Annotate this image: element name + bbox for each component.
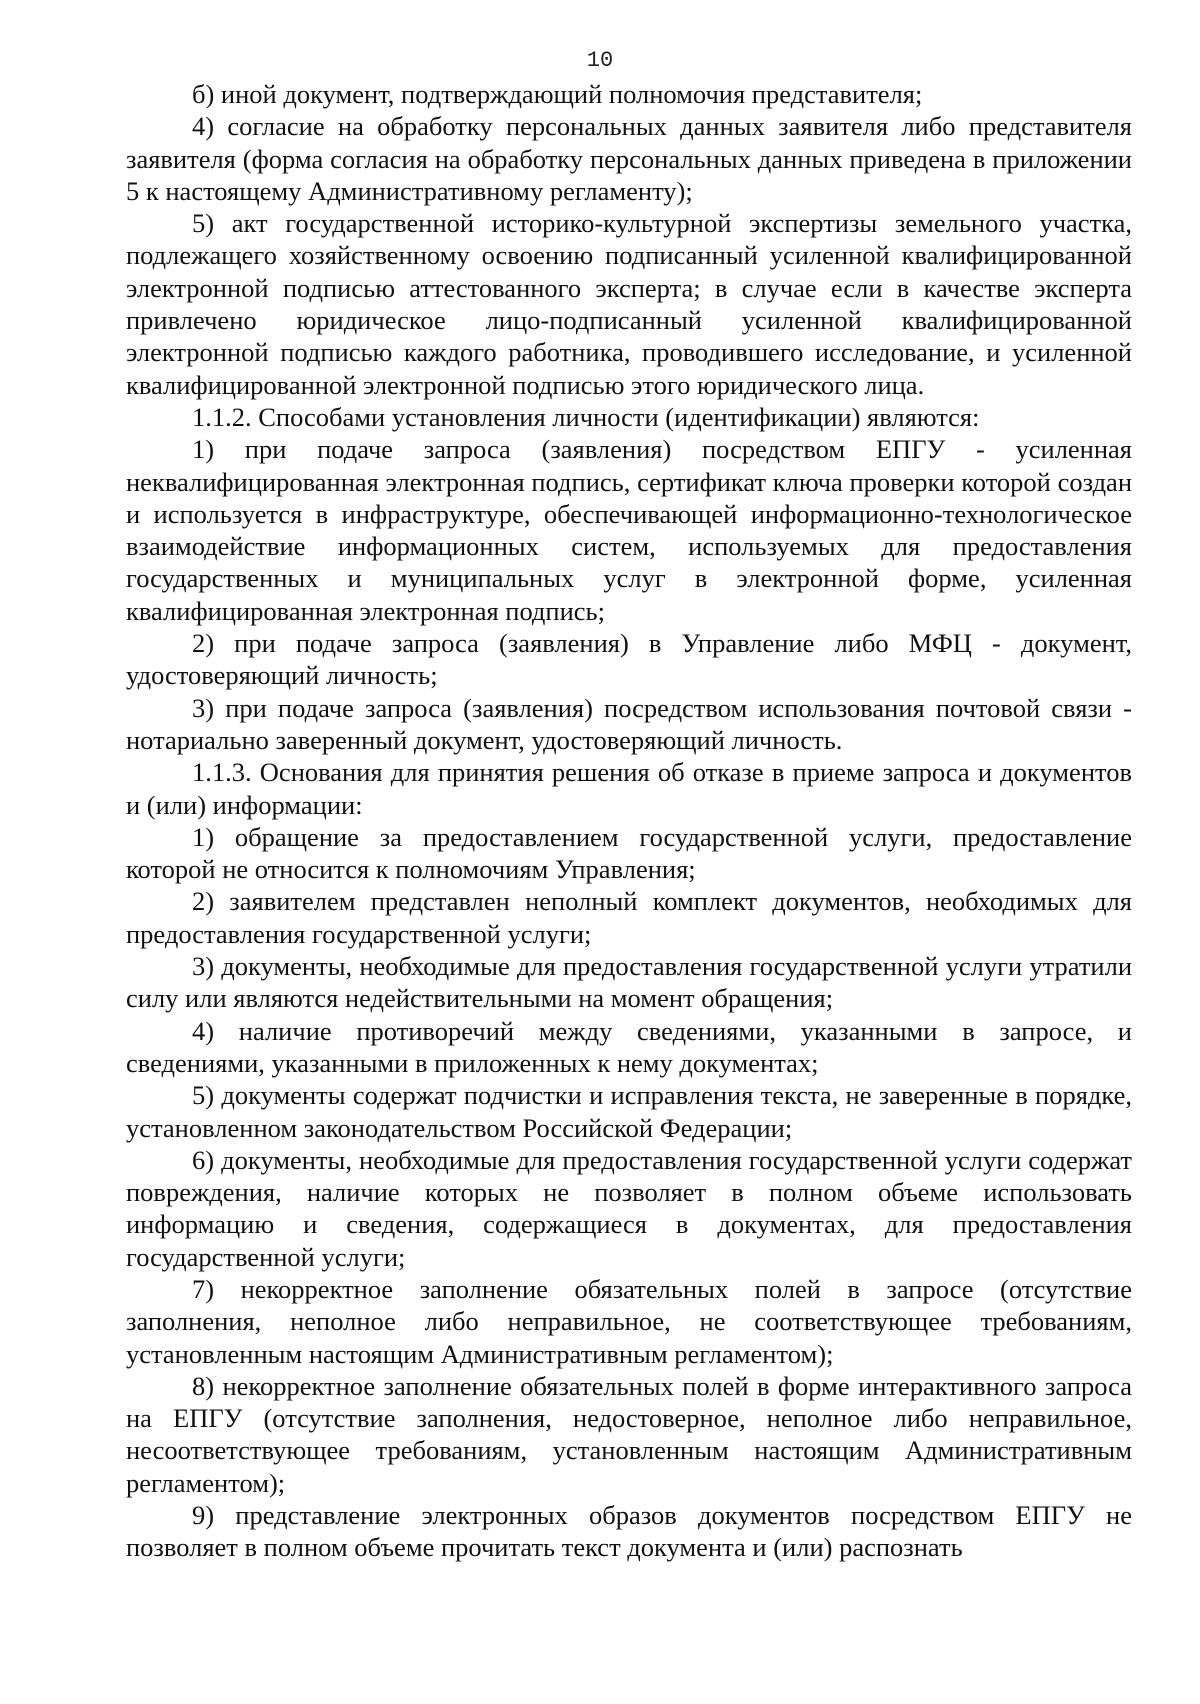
- paragraph-representative-document: б) иной документ, подтверждающий полномочия представителя;: [192, 79, 923, 109]
- list-item-refusal-7: 7) некорректное заполнение обязательных полей в запросе (отсутствие заполнения, неполное либо неправильное, не соответствующее требованиям, установленным настоящим Административным регламентом);: [126, 1273, 1132, 1369]
- section-heading-identification: 1.1.2. Способами установления личности (идентификации) являются:: [192, 401, 980, 432]
- list-item-refusal-5: 5) документы содержат подчистки и исправления текста, не заверенные в порядке, установленном законодательством Российской Федерации;: [126, 1080, 1132, 1143]
- list-item-refusal-9: 9) представление электронных образов документов посредством ЕПГУ не позволяет в полном объеме прочитать текст документа и (или) распознать: [126, 1500, 1132, 1563]
- list-item-refusal-3: 3) документы, необходимые для предоставления государственной услуги утратили силу или являются недействительными на момент обращения;: [126, 951, 1132, 1014]
- list-item-refusal-2: 2) заявителем представлен неполный комплект документов, необходимых для предоставления государственной услуги;: [126, 886, 1132, 949]
- paragraph-expertise-act: 5) акт государственной историко-культурной экспертизы земельного участка, подлежащего хозяйственному освоению подписанный усиленной квалифицированной электронной подписью аттестованного эксперта; в случае если в качестве эксперта привлечено юридическое лицо-подписанный усиленной квалифицированной электронной подписью каждого работника, проводившего исследование, и усиленной квалифицированной электронной подписью этого юридического лица.: [126, 208, 1132, 400]
- paragraph-identification-mfc: 2) при подаче запроса (заявления) в Управление либо МФЦ - документ, удостоверяющий личность;: [126, 628, 1132, 691]
- paragraph-personal-data-consent: 4) согласие на обработку персональных данных заявителя либо представителя заявителя (форма согласия на обработку персональных данных приведена в приложении 5 к настоящему Административному регламенту);: [126, 111, 1132, 206]
- paragraph-identification-post: 3) при подаче запроса (заявления) посредством использования почтовой связи - нотариально заверенный документ, удостоверяющий личность.: [126, 692, 1132, 755]
- list-item-refusal-6: 6) документы, необходимые для предоставления государственной услуги содержат повреждения, наличие которых не позволяет в полном объеме использовать информацию и сведения, содержащиеся в документах, для предоставления государственной услуги;: [126, 1144, 1132, 1272]
- list-item-refusal-1: 1) обращение за предоставлением государственной услуги, предоставление которой не относится к полномочиям Управления;: [126, 821, 1132, 885]
- page-number: 10: [586, 48, 614, 73]
- list-item-refusal-8: 8) некорректное заполнение обязательных полей в форме интерактивного запроса на ЕПГУ (отсутствие заполнения, недостоверное, неполное либо неправильное, несоответствующее требованиям, установленным настоящим Административным регламентом);: [126, 1370, 1132, 1498]
- list-item-refusal-4: 4) наличие противоречий между сведениями, указанными в запросе, и сведениями, указанными в приложенных к нему документах;: [126, 1015, 1132, 1078]
- section-heading-refusal-grounds: 1.1.3. Основания для принятия решения об отказе в приеме запроса и документов и (или) информации:: [126, 757, 1132, 820]
- paragraph-identification-epgu: 1) при подаче запроса (заявления) посредством ЕПГУ - усиленная неквалифицированная электронная подпись, сертификат ключа проверки которой создан и используется в инфраструктуре, обеспечивающей информационно-технологическое взаимодействие информационных систем, используемых для предоставления государственных и муниципальных услуг в электронной форме, усиленная квалифицированная электронная подпись;: [126, 434, 1132, 626]
- document-body: [126, 78, 1132, 1564]
